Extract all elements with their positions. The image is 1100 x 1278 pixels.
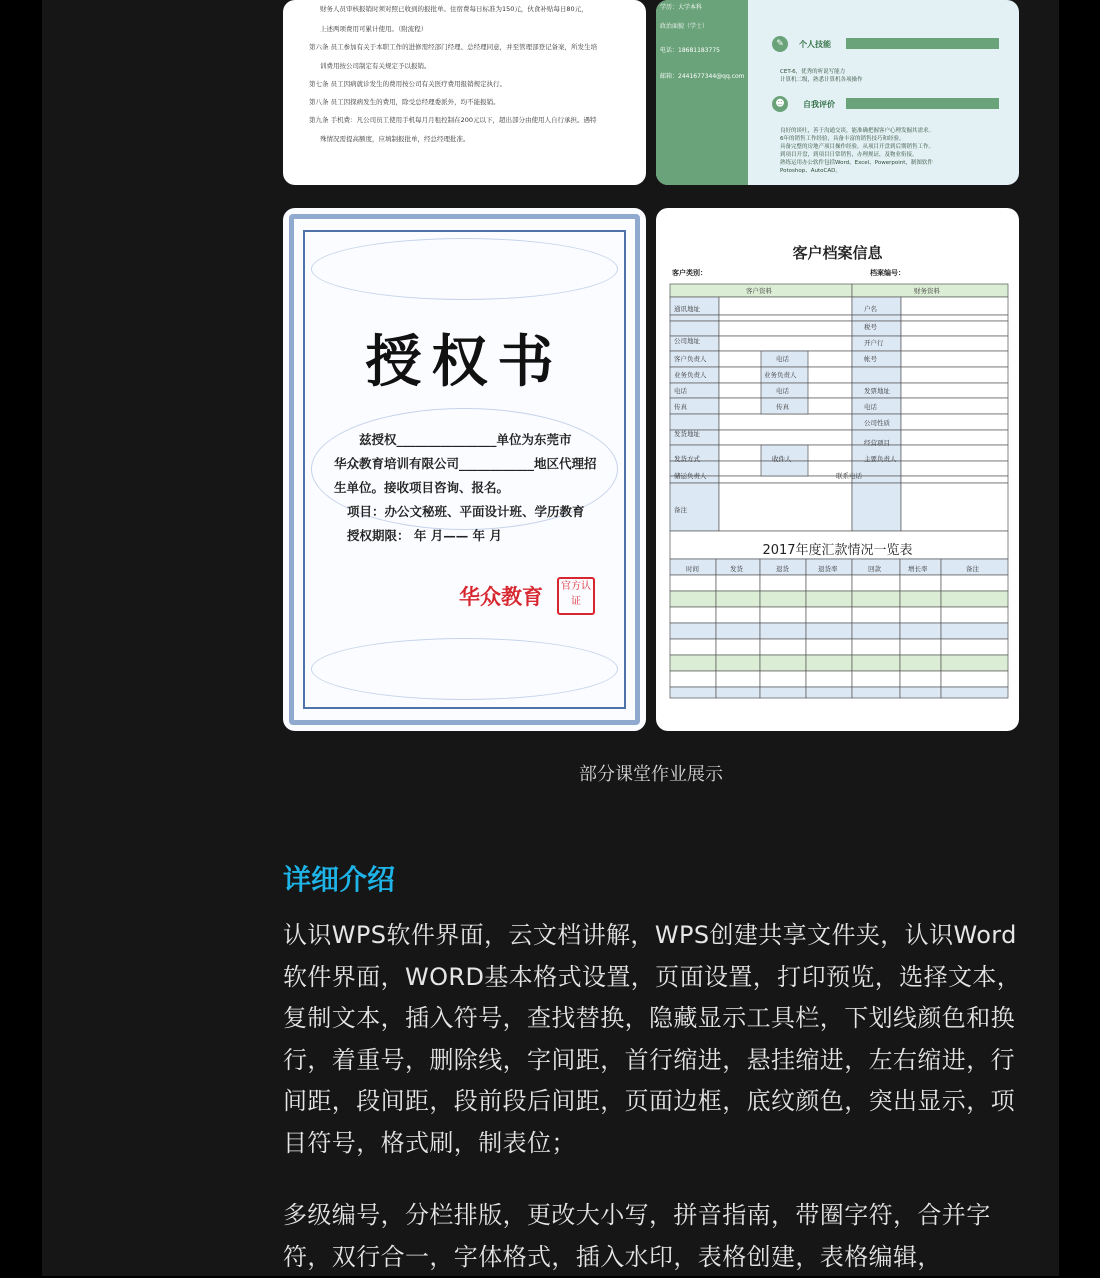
- table-mid-label: 联系电话: [836, 472, 862, 480]
- table-right-label: 税号: [864, 323, 877, 331]
- resume-eval-line: 6年的销售工作经验，具备丰富的销售技巧和经验。: [780, 136, 905, 142]
- resume-sidebar: 学历：大学本科 政治面貌（学士） 电话：18681183775 邮箱：2441677344@qq.com: [656, 0, 748, 185]
- table-mid-label: 电话: [776, 355, 789, 363]
- table-row-label: 发货地址: [674, 430, 700, 438]
- homework-image-resume[interactable]: 学历：大学本科 政治面貌（学士） 电话：18681183775 邮箱：2441677344@qq.com ✎ 个人技能 CET-6，优秀的听说写能力 计算机二级，熟悉计算机各项操作 ☻ 自我评价 良好的谈吐，善于沟通交谈，能准确把握客户心理发掘其需求。 6年的销售工作经验，具备丰富的销售技巧和经验。 具备完整的房地产项目操作经验，从项目开盘到后期销售工作。 到项目开盘，到项目日常销售，办理规证，及物业衔接。 熟练运用办公软件包括Word、Excel、Powerpoint，制图软件 Potoshop、AutoCAD。: [656, 0, 1019, 185]
- certificate-brand: 华众教育: [459, 585, 543, 609]
- table-row-label: 备注: [674, 506, 687, 514]
- table-right-label: 公司性质: [864, 419, 890, 427]
- intro-paragraph-1: 认识WPS软件界面，云文档讲解，WPS创建共享文件夹，认识Word软件界面，WORD基本格式设置，页面设置，打印预览，选择文本，复制文本，插入符号，查找替换，隐藏显示工具栏，下划线颜色和换行，着重号，删除线，字间距，首行缩进，悬挂缩进，左右缩进，行间距，段间距，段前段后间距，页面边框，底纹颜色，突出显示，项目符号，格式刷，制表位；: [283, 921, 1022, 1157]
- table-column-header: 备注: [966, 565, 979, 573]
- policy-text-line: 第六条 员工参加有关于本职工作的进修需经部门经理、总经理同意，并至管理部登记备案，所发生培: [309, 43, 598, 51]
- resume-eval-heading: 自我评价: [803, 100, 835, 109]
- table-row-label: 客户负责人: [674, 355, 707, 363]
- table-column-header: 发货: [730, 565, 743, 573]
- policy-text-line: 财务人员审核报销时须对照已收到的报批单。住宿费每日标准为150元，伙食补贴每日80元，: [320, 5, 588, 13]
- table-row-label: 业务负责人: [674, 371, 707, 379]
- policy-text-line: 第七条 员工因病就诊发生的费用按公司有关医疗费用报销规定执行。: [309, 80, 507, 88]
- table-right-label: 开户行: [864, 339, 884, 347]
- table-row-label: 通讯地址: [674, 305, 700, 313]
- intro-paragraph-2: 多级编号，分栏排版，更改大小写，拼音指南，带圈字符，合并字符，双行合一，字体格式，插入水印，表格创建，表格编辑，: [283, 1201, 991, 1271]
- gallery-caption: 部分课堂作业展示: [579, 764, 723, 785]
- resume-skills-heading: 个人技能: [799, 40, 831, 49]
- resume-eval-line: 良好的谈吐，善于沟通交谈，能准确把握客户心理发掘其需求。: [780, 128, 935, 134]
- homework-image-certificate[interactable]: 授权书 兹授权________________单位为东莞市 华众教育培训有限公司____________地区代理招 生单位。接收项目咨询、报名。 项目：办公文秘班、平面设计班、学历教育 授权期限： 年 月—— 年 月 华众教育 官方认证: [283, 208, 646, 731]
- table-mid-label: 业务负责人: [764, 371, 797, 379]
- table-mid-label: 收件人: [772, 455, 792, 463]
- table-row-label: 公司地址: [674, 337, 700, 345]
- resume-skills-bar: [846, 38, 999, 49]
- homework-image-customer-table[interactable]: 客户档案信息 客户类别： 档案编号： 客户资料 财务资料 通讯地址 公司地址 客户负责人 业务负责人 电话 传真 发货地址 发货方式 储运负责人 备注 电话 业务负责人 电话 传真 收件人 联系电话 户名 税号 开户行 帐号 发票地址 电话 公司性质 经营项目 主要负责人 2017年度汇款情况一览表 时间 发货 退货 退货率 回款 增长率 备注: [656, 208, 1019, 731]
- table-row-label: 储运负责人: [674, 472, 707, 480]
- policy-text-line: 第九条 手机费：凡公司员工使用手机每月月租控制在200元以下，超出部分由使用人自行承担。遇特: [309, 116, 597, 124]
- policy-text-line: 训费用按公司制定有关规定予以报销。: [320, 62, 431, 70]
- table-doc-subtitle: 2017年度汇款情况一览表: [762, 543, 913, 558]
- evaluation-icon: ☻: [772, 96, 788, 112]
- certificate-guilloche-bottom: [311, 638, 618, 700]
- homework-image-policy-document[interactable]: [283, 0, 646, 185]
- resume-eval-line: Potoshop、AutoCAD。: [780, 168, 841, 174]
- table-column-header: 回款: [868, 565, 881, 573]
- table-doc-title: 客户档案信息: [792, 244, 883, 262]
- policy-text-line: 殊情况需提高额度，应填制报批单，经总经理批准。: [320, 135, 470, 143]
- resume-eval-line: 到项目开盘，到项目日常销售，办理规证，及物业衔接。: [780, 152, 918, 158]
- table-row-label: 电话: [674, 387, 687, 395]
- table-right-label: 电话: [864, 403, 877, 411]
- table-right-label: 帐号: [864, 355, 877, 363]
- table-mid-label: 传真: [776, 403, 789, 411]
- table-right-label: 经营项目: [864, 439, 890, 447]
- resume-eval-line: 具备完整的房地产项目操作经验，从项目开盘到后期销售工作。: [780, 144, 935, 150]
- table-column-header: 时间: [686, 565, 699, 573]
- table-column-header: 退货: [776, 565, 789, 573]
- policy-text-line: 上述两项费用可累计使用。（附流程）: [320, 25, 428, 33]
- table-right-label: 户名: [864, 305, 877, 313]
- table-mid-label: 电话: [776, 387, 789, 395]
- policy-text-line: 第八条 员工因探病发生的费用，除受总经理委派外，均不能报销。: [309, 98, 500, 106]
- section-heading: 详细介绍: [283, 863, 396, 896]
- resume-eval-bar: [846, 98, 999, 109]
- customer-table-grid: [656, 208, 1019, 731]
- table-right-label: 主要负责人: [864, 455, 897, 463]
- certificate-seal: 官方认证: [557, 577, 595, 615]
- skills-icon: ✎: [772, 36, 788, 52]
- table-column-header: 退货率: [818, 565, 838, 573]
- certificate-title: 授权书: [365, 329, 564, 395]
- resume-eval-line: 熟练运用办公软件包括Word、Excel、Powerpoint，制图软件: [780, 160, 933, 166]
- table-right-label: 发票地址: [864, 387, 890, 395]
- table-row-label: 发货方式: [674, 455, 700, 463]
- table-row-label: 传真: [674, 403, 687, 411]
- table-column-header: 增长率: [908, 565, 928, 573]
- certificate-guilloche-top: [311, 238, 618, 300]
